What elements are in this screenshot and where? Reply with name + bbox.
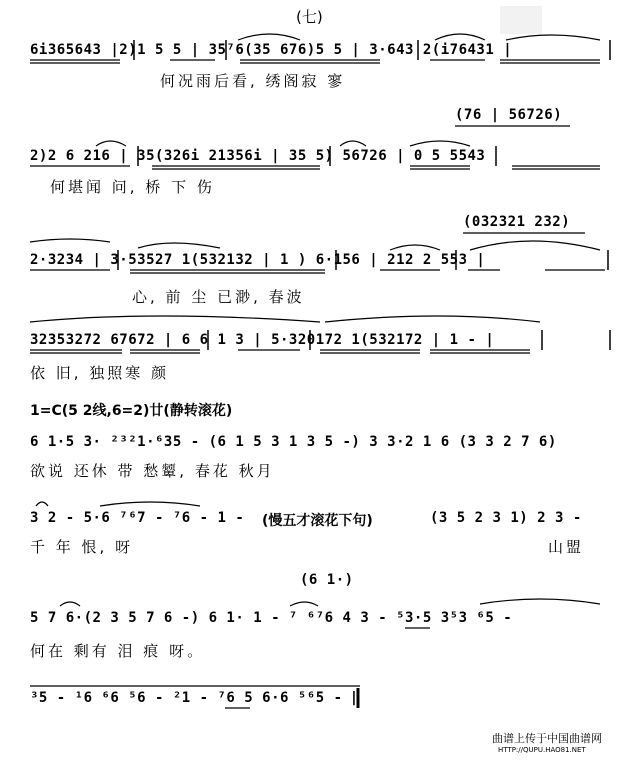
lyrics-line-2: 何堪闻 问, 桥 下 伤	[50, 178, 215, 196]
lyrics-line-7: 千 年 恨, 呀	[30, 538, 134, 556]
notation-line-2: 2)2 6 216 | 35(326i 21356i | 35 5) 56726 | 0 5 5543	[30, 148, 486, 164]
notation-line-4: 32353272 67672 | 6 6 1 3 | 5·320172 1(532172 | 1 - |	[30, 332, 495, 348]
notation-line-8: 5 7 6·(2 3 5 7 6 -) 6 1· 1 - ⁷ ⁶⁷6 4 3 - ⁵3·5 3⁵3 ⁶5 -	[30, 610, 513, 626]
notation-above-line-8: (6 1·)	[300, 572, 354, 588]
footer-site-text: 曲谱上传于中国曲谱网	[492, 732, 602, 745]
performance-direction: (慢五才滚花下句)	[262, 513, 373, 529]
lyrics-line-6: 欲说 还休 带 愁颦, 春花 秋月	[30, 462, 275, 480]
lyrics-line-1: 何况雨后看, 绣阁寂 寥	[160, 72, 346, 90]
lyrics-line-3: 心, 前 尘 已渺, 春波	[132, 288, 305, 306]
page-title: (七)	[296, 8, 323, 26]
notation-line-3: 2·3234 | 3·53527 1(532132 | 1 ) 6·156 | 212 2 553 |	[30, 252, 486, 268]
notation-above-line-2: (76 | 56726)	[455, 107, 563, 123]
notation-line-6: 6 1·5 3· ²³²1·⁶35 - (6 1 5 3 1 3 5 -) 3 3·2 1 6 (3 3 2 7 6)	[30, 434, 557, 450]
key-instruction: 1=C(5 2线,6=2)廿(静转滚花)	[30, 403, 233, 419]
notation-line-7b: (3 5 2 3 1) 2 3 -	[430, 510, 582, 526]
notation-line-9: ³5 - ¹6 ⁶6 ⁵6 - ²1 - ⁷6 5 6·6 ⁵⁶5 - ‖	[30, 690, 361, 706]
footer-url: HTTP://QUPU.HAO81.NET	[498, 746, 586, 754]
notation-line-7: 3 2 - 5·6 ⁷⁶7 - ⁷6 - 1 -	[30, 510, 245, 526]
lyrics-line-7b: 山盟	[548, 538, 585, 556]
lyrics-line-4: 依 旧, 独照寒 颜	[30, 364, 170, 382]
notation-above-line-3: (032321 232)	[463, 214, 571, 230]
lyrics-line-8: 何在 剩有 泪 痕 呀。	[30, 642, 206, 660]
notation-line-1: 6i365643 |2)1 5 5 | 35⁷6(35 676)5 5 | 3·643 2(i76431 |	[30, 42, 513, 58]
